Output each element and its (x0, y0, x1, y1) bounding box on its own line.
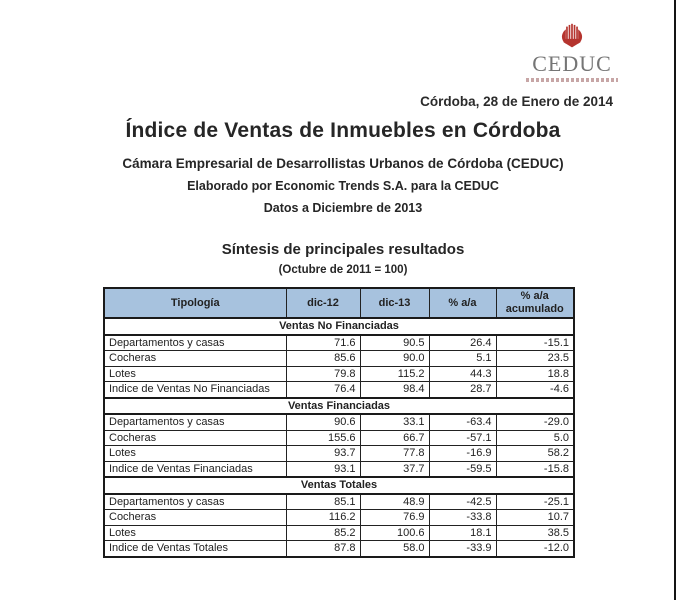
table-row (104, 494, 574, 510)
ceduc-logo (522, 18, 622, 82)
row-value: 87.8 (286, 541, 360, 557)
row-value: -63.4 (429, 414, 496, 430)
row-value: 23.5 (496, 351, 574, 367)
row-value: 37.7 (360, 461, 429, 477)
row-value: -25.1 (496, 494, 574, 510)
column-header-pct-aa: % a/a (429, 288, 496, 318)
row-value: 100.6 (360, 525, 429, 541)
row-value: 93.7 (286, 446, 360, 462)
table-row (104, 414, 574, 430)
row-value: 44.3 (429, 366, 496, 382)
table-row (104, 351, 574, 367)
table-section-title: Ventas Totales (104, 477, 574, 494)
table-row (104, 382, 574, 398)
row-value: 66.7 (360, 430, 429, 446)
table-row (104, 541, 574, 557)
row-value: -15.1 (496, 335, 574, 351)
table-row (104, 461, 574, 477)
row-value: 77.8 (360, 446, 429, 462)
row-value: -4.6 (496, 382, 574, 398)
table-row (104, 446, 574, 462)
row-value: 5.1 (429, 351, 496, 367)
row-value: 58.2 (496, 446, 574, 462)
row-value: 10.7 (496, 510, 574, 526)
row-label: Cocheras (104, 510, 286, 526)
table-header-row (104, 288, 574, 318)
row-value: 90.5 (360, 335, 429, 351)
row-value: 90.0 (360, 351, 429, 367)
column-header-dic12: dic-12 (286, 288, 360, 318)
row-value: 85.1 (286, 494, 360, 510)
table-section-title: Ventas Financiadas (104, 398, 574, 415)
row-value: 71.6 (286, 335, 360, 351)
row-value: 93.1 (286, 461, 360, 477)
table-section-title: Ventas No Financiadas (104, 318, 574, 335)
row-label: Indice de Ventas Financiadas (104, 461, 286, 477)
row-label: Lotes (104, 366, 286, 382)
row-value: 33.1 (360, 414, 429, 430)
row-value: 79.8 (286, 366, 360, 382)
table-row (104, 510, 574, 526)
table-row (104, 525, 574, 541)
row-value: 76.4 (286, 382, 360, 398)
row-value: -29.0 (496, 414, 574, 430)
results-table (103, 287, 575, 558)
results-section-base-note: (Octubre de 2011 = 100) (278, 264, 408, 276)
row-value: 38.5 (496, 525, 574, 541)
table-section-row (104, 398, 574, 415)
row-value: 76.9 (360, 510, 429, 526)
table-row (104, 335, 574, 351)
page-subtitle-author: Elaborado por Economic Trends S.A. para la CEDUC (187, 179, 499, 193)
row-label: Cocheras (104, 430, 286, 446)
row-value: -16.9 (429, 446, 496, 462)
page-title: Índice de Ventas de Inmuebles en Córdoba (125, 119, 561, 142)
row-value: 85.2 (286, 525, 360, 541)
row-value: 116.2 (286, 510, 360, 526)
page-subtitle-organization: Cámara Empresarial de Desarrollistas Urbanos de Córdoba (CEDUC) (122, 156, 564, 171)
row-value: -33.8 (429, 510, 496, 526)
row-label: Departamentos y casas (104, 414, 286, 430)
ceduc-building-icon (558, 18, 586, 52)
row-value: -15.8 (496, 461, 574, 477)
row-value: 26.4 (429, 335, 496, 351)
row-value: 28.7 (429, 382, 496, 398)
column-header-dic13: dic-13 (360, 288, 429, 318)
row-value: 58.0 (360, 541, 429, 557)
row-value: 18.8 (496, 366, 574, 382)
row-value: 48.9 (360, 494, 429, 510)
logo-tagline (526, 78, 618, 82)
row-value: 155.6 (286, 430, 360, 446)
row-label: Lotes (104, 525, 286, 541)
row-value: -12.0 (496, 541, 574, 557)
row-label: Indice de Ventas No Financiadas (104, 382, 286, 398)
table-section-row (104, 318, 574, 335)
row-label: Indice de Ventas Totales (104, 541, 286, 557)
row-value: -42.5 (429, 494, 496, 510)
row-label: Lotes (104, 446, 286, 462)
row-value: -59.5 (429, 461, 496, 477)
results-section-title: Síntesis de principales resultados (221, 241, 465, 258)
row-label: Departamentos y casas (104, 335, 286, 351)
page-subtitle-data-date: Datos a Diciembre de 2013 (263, 201, 423, 215)
row-value: 90.6 (286, 414, 360, 430)
row-value: 85.6 (286, 351, 360, 367)
table-section-row (104, 477, 574, 494)
row-value: 115.2 (360, 366, 429, 382)
row-value: -57.1 (429, 430, 496, 446)
row-value: 98.4 (360, 382, 429, 398)
column-header-tipologia: Tipología (104, 288, 286, 318)
row-value: -33.9 (429, 541, 496, 557)
table-row (104, 430, 574, 446)
row-value: 5.0 (496, 430, 574, 446)
ceduc-wordmark: CEDUC (532, 51, 612, 76)
results-table-body (104, 318, 574, 557)
dateline: Córdoba, 28 de Enero de 2014 (420, 94, 613, 109)
table-row (104, 366, 574, 382)
row-value: 18.1 (429, 525, 496, 541)
column-header-pct-aa-acumulado: % a/a acumulado (496, 288, 574, 318)
row-label: Cocheras (104, 351, 286, 367)
row-label: Departamentos y casas (104, 494, 286, 510)
